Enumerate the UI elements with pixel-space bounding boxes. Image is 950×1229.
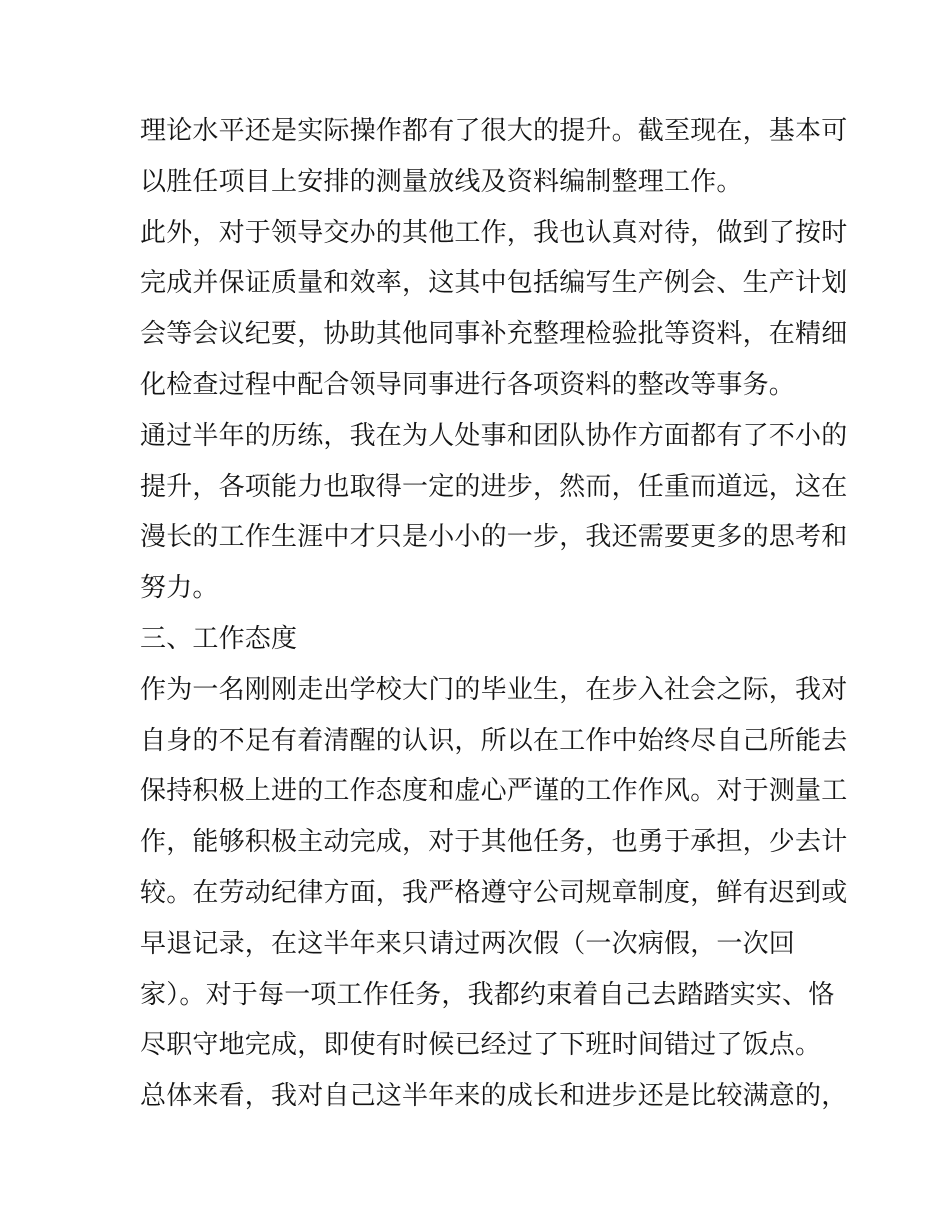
text-line: 较。在劳动纪律方面，我严格遵守公司规章制度，鲜有迟到或 bbox=[140, 877, 848, 908]
text-line: 此外，对于领导交办的其他工作，我也认真对待，做到了按时 bbox=[140, 217, 848, 248]
text-line: 保持积极上进的工作态度和虚心严谨的工作作风。对于测量工 bbox=[140, 776, 848, 807]
section-heading: 三、工作态度 bbox=[140, 623, 298, 654]
text-line: 化检查过程中配合领导同事进行各项资料的整改等事务。 bbox=[140, 369, 796, 400]
text-line: 尽职守地完成，即使有时候已经过了下班时间错过了饭点。 bbox=[140, 1030, 822, 1061]
text-line: 努力。 bbox=[140, 573, 219, 604]
text-line: 总体来看，我对自己这半年来的成长和进步还是比较满意的， bbox=[140, 1081, 848, 1112]
text-line: 漫长的工作生涯中才只是小小的一步，我还需要更多的思考和 bbox=[140, 522, 848, 553]
text-line: 家）。对于每一项工作任务，我都约束着自己去踏踏实实、恪 bbox=[140, 979, 835, 1010]
text-line: 理论水平还是实际操作都有了很大的提升。截至现在，基本可 bbox=[140, 116, 848, 146]
text-line: 提升，各项能力也取得一定的进步，然而，任重而道远，这在 bbox=[140, 471, 848, 502]
text-line: 通过半年的历练，我在为人处事和团队协作方面都有了不小的 bbox=[140, 420, 848, 451]
text-line: 作，能够积极主动完成，对于其他任务，也勇于承担，少去计 bbox=[140, 827, 848, 858]
text-line: 以胜任项目上安排的测量放线及资料编制整理工作。 bbox=[140, 166, 743, 197]
body-text bbox=[140, 106, 848, 1122]
text-line: 自身的不足有着清醒的认识，所以在工作中始终尽自己所能去 bbox=[140, 725, 848, 756]
text-line: 作为一名刚刚走出学校大门的毕业生，在步入社会之际，我对 bbox=[140, 674, 848, 705]
text-line: 会等会议纪要，协助其他同事补充整理检验批等资料，在精细 bbox=[140, 319, 848, 350]
text-line: 早退记录，在这半年来只请过两次假（一次病假，一次回 bbox=[140, 928, 796, 959]
text-line: 完成并保证质量和效率，这其中包括编写生产例会、生产计划 bbox=[140, 268, 848, 299]
